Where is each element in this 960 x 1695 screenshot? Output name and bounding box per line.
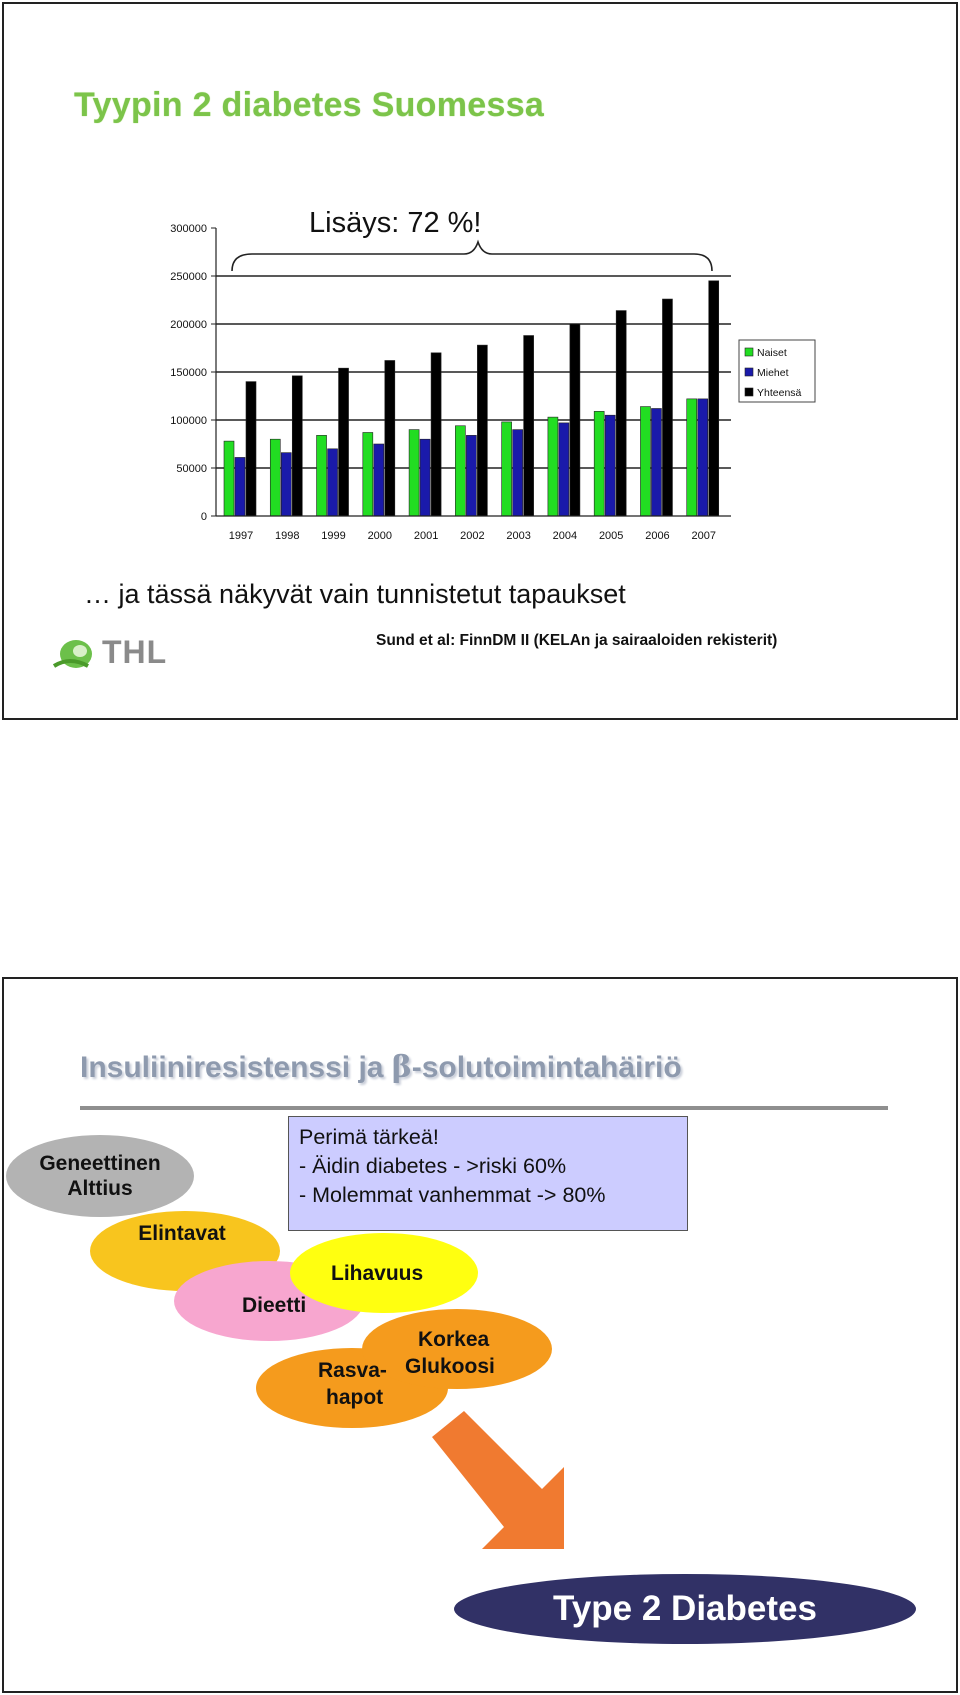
x-tick-label: 2007 [691, 530, 716, 542]
slide-2-title-beta: β [391, 1050, 412, 1085]
slide-1-caption: … ja tässä näkyvät vain tunnistetut tapaukset [84, 579, 626, 609]
legend-swatch [745, 368, 753, 376]
bar-miehet-2002 [466, 435, 476, 516]
bar-yhteensä-2005 [616, 311, 626, 516]
obesity-label: Lihavuus [331, 1262, 424, 1285]
glucose-line2: Glukoosi [405, 1355, 495, 1378]
bar-yhteensä-2002 [477, 345, 487, 516]
bar-miehet-2001 [420, 439, 430, 516]
x-tick-label: 2001 [413, 530, 439, 542]
heredity-info-box [288, 1116, 688, 1231]
title-rule [80, 1106, 888, 1110]
bar-miehet-1997 [235, 457, 245, 516]
info-line3: - Molemmat vanhemmat -> 80% [299, 1183, 606, 1208]
thl-logo-icon [52, 636, 98, 670]
bar-yhteensä-2003 [524, 336, 534, 516]
fatty-line1: Rasva- [318, 1359, 387, 1382]
legend-swatch [745, 388, 753, 396]
bar-miehet-2000 [374, 444, 384, 516]
diet-label: Dieetti [242, 1294, 307, 1317]
thl-logo-text: THL [102, 634, 168, 670]
bar-miehet-1998 [281, 453, 291, 516]
genetic-line2: Alttius [67, 1177, 133, 1200]
thl-logo [52, 634, 167, 671]
bar-yhteensä-2007 [709, 281, 719, 516]
x-tick-label: 1998 [275, 530, 300, 542]
bar-yhteensä-2000 [385, 360, 395, 516]
x-tick-label: 2002 [460, 530, 485, 542]
info-line1: Perimä tärkeä! [299, 1125, 439, 1149]
x-tick-label: 2005 [598, 530, 624, 542]
slide-2-title-part1: Insuliiniresistenssi ja [80, 1051, 392, 1084]
x-tick-label: 1997 [228, 530, 254, 542]
x-tick-label: 2000 [367, 530, 393, 542]
slide-1-source: Sund et al: FinnDM II (KELAn ja sairaaloiden rekisterit) [376, 632, 778, 649]
bar-naiset-2005 [594, 411, 604, 516]
x-tick-label: 1999 [321, 530, 346, 542]
bar-naiset-2001 [409, 430, 419, 516]
bar-miehet-2004 [559, 423, 569, 516]
bar-naiset-1997 [224, 441, 234, 516]
lifestyle-label: Elintavat [138, 1222, 226, 1245]
outcome-label: Type 2 Diabetes [553, 1589, 817, 1628]
slide-1-title: Tyypin 2 diabetes Suomessa [74, 86, 545, 124]
y-tick-label: 50000 [176, 463, 207, 475]
x-tick-label: 2003 [506, 530, 531, 542]
bar-yhteensä-1999 [339, 368, 349, 516]
info-line2: - Äidin diabetes - >riski 60% [299, 1154, 567, 1179]
legend-label: Naiset [757, 347, 787, 359]
genetic-ellipse [6, 1135, 194, 1217]
genetic-line1: Geneettinen [39, 1151, 161, 1175]
legend-label: Miehet [757, 367, 789, 379]
slide-1 [2, 2, 958, 720]
bar-naiset-1999 [317, 435, 327, 516]
bar-naiset-2007 [687, 399, 697, 516]
bar-yhteensä-2001 [431, 353, 441, 516]
bar-yhteensä-2004 [570, 324, 580, 516]
legend-swatch [745, 348, 753, 356]
bar-naiset-2003 [502, 422, 512, 516]
y-tick-label: 150000 [170, 367, 207, 379]
diabetes-bar-chart [4, 4, 960, 564]
bar-miehet-2006 [651, 408, 661, 516]
y-tick-label: 300000 [170, 223, 207, 235]
arrow-to-diabetes [424, 1409, 594, 1549]
glucose-line1: Korkea [418, 1328, 490, 1351]
bar-naiset-2006 [640, 407, 650, 516]
bar-yhteensä-2006 [662, 299, 672, 516]
x-tick-label: 2006 [645, 530, 670, 542]
bar-miehet-2005 [605, 415, 615, 516]
bar-naiset-2004 [548, 417, 558, 516]
x-tick-label: 2004 [552, 530, 578, 542]
bar-miehet-2007 [698, 399, 708, 516]
bar-miehet-1999 [328, 449, 338, 516]
slide-2-title [80, 1050, 682, 1085]
annotation-brace [232, 242, 712, 271]
slide-2 [2, 977, 958, 1693]
type-2-diabetes-ellipse [454, 1574, 916, 1644]
bar-miehet-2003 [513, 430, 523, 516]
y-tick-label: 250000 [170, 271, 207, 283]
y-tick-label: 200000 [170, 319, 207, 331]
y-tick-label: 100000 [170, 415, 207, 427]
legend-label: Yhteensä [757, 387, 802, 399]
bar-yhteensä-1997 [246, 382, 256, 516]
chart-annotation: Lisäys: 72 %! [309, 207, 482, 239]
bar-yhteensä-1998 [292, 376, 302, 516]
bar-naiset-2002 [455, 426, 465, 516]
fatty-line2: hapot [326, 1386, 384, 1409]
slide-2-title-part2: -solutoimintahäiriö [411, 1051, 682, 1084]
bar-naiset-1998 [270, 439, 280, 516]
y-tick-label: 0 [200, 511, 207, 523]
bar-naiset-2000 [363, 432, 373, 516]
